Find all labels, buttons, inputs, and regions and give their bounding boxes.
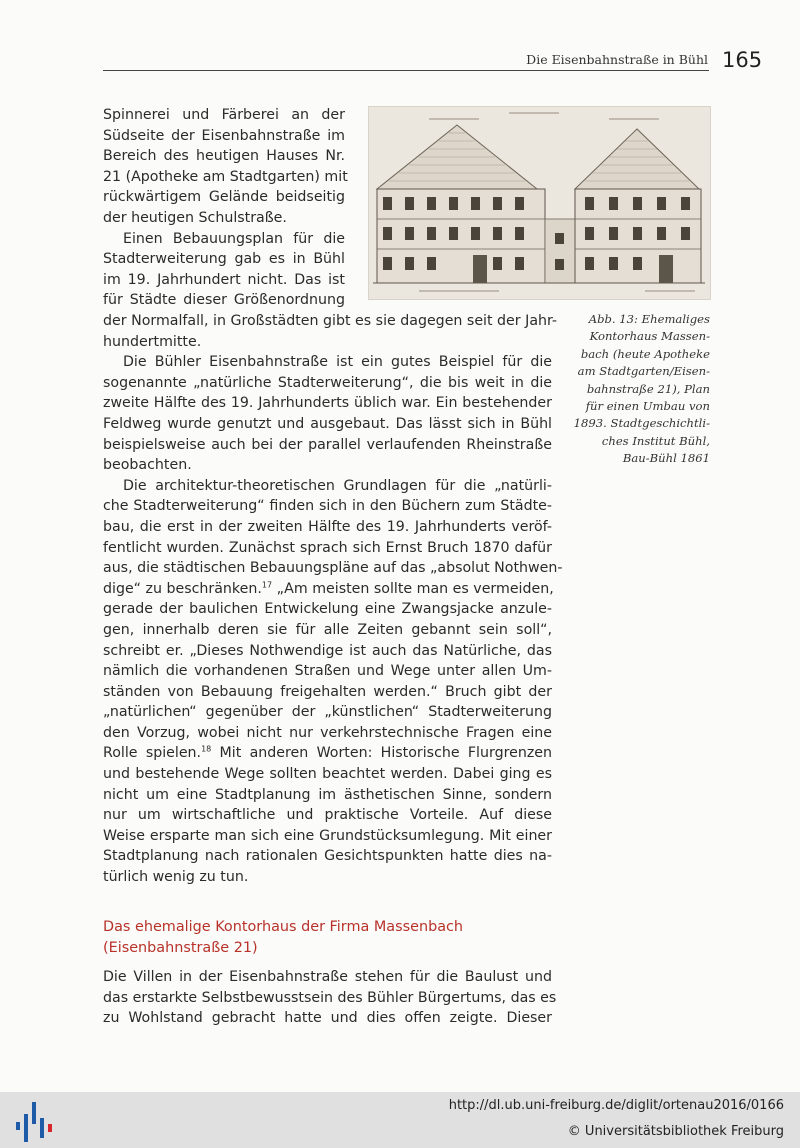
text-line: Die Bühler Eisenbahnstraße ist ein gutes Beispiel für die [123, 354, 552, 371]
figure-caption [560, 311, 710, 468]
facade-drawing-image [369, 107, 710, 299]
caption-line: Kontorhaus Massen- [589, 329, 710, 344]
paragraph-5 [103, 967, 557, 1029]
caption-line: 1893. Stadtgeschichtli- [573, 416, 710, 431]
text-line: nämlich die vorhandenen Straßen und Wege unter allen Um- [103, 663, 552, 680]
text-line: fentlicht wurden. Zunächst sprach sich Ernst Bruch 1870 dafür [103, 539, 552, 556]
section-heading-line: (Eisenbahnstraße 21) [103, 940, 258, 956]
text-line: das erstarkte Selbstbewusstsein des Bühler Bürgertums, das es [103, 989, 557, 1006]
caption-line: für einen Umbau von [585, 399, 710, 414]
text-line: che Stadterweiterung“ finden sich in den Büchern zum Städte- [103, 498, 552, 515]
text-line: nur um wirtschaftliche und praktische Vorteile. Auf diese [103, 807, 552, 824]
text-line: schreibt er. „Dieses Nothwendige ist auch das Natürliche, das [103, 642, 552, 659]
text-line: bau, die erst in der zweiten Hälfte des 19. Jahrhunderts veröf- [103, 518, 552, 535]
text-line: gerade der baulichen Entwickelung eine Zwangsjacke anzule- [103, 601, 552, 618]
section-heading-line: Das ehemalige Kontorhaus der Firma Massenbach [103, 919, 464, 935]
caption-line: bahnstraße 21), Plan [586, 381, 710, 396]
text-line: Spinnerei und Färberei an der [103, 107, 345, 123]
text-line: 21 (Apotheke am Stadtgarten) mit [103, 168, 348, 185]
text-line: sogenannte „natürliche Stadterweiterung“, die bis weit in die [103, 374, 552, 391]
text-line: Stadtplanung nach rationalen Gesichtspunkten hatte dies na- [103, 848, 552, 865]
text-line: im 19. Jahrhundert nicht. Das ist [103, 271, 345, 288]
text-fragment: „Am meisten sollte man es vermeiden, [272, 580, 554, 597]
footnote-ref-18: 18 [201, 744, 212, 754]
text-line: Weise ersparte man sich eine Grundstücksumlegung. Mit einer [103, 827, 552, 844]
caption-line: ches Institut Bühl, [601, 433, 710, 448]
text-line: hundertmitte. [103, 333, 202, 350]
main-text-column [103, 311, 563, 888]
text-line: und bestehende Wege sollten beachtet werden. Dabei ging es [103, 766, 552, 783]
text-line: ständen von Bebauung freigehalten werden.“ Bruch gibt der [103, 683, 552, 700]
running-title: Die Eisenbahnstraße in Bühl [526, 52, 708, 67]
text-line: rückwärtigem Gelände beidseitig [103, 189, 345, 206]
text-line: Südseite der Eisenbahnstraße im [103, 127, 345, 144]
text-fragment: Mit anderen Worten: Historische Flurgrenzen [211, 745, 552, 762]
text-line: Einen Bebauungsplan für die [123, 230, 345, 247]
text-line: Bereich des heutigen Hauses Nr. [103, 148, 345, 165]
text-line: türlich wenig zu tun. [103, 869, 249, 886]
copyright-notice: © Universitätsbibliothek Freiburg [567, 1124, 784, 1139]
text-line: nicht um eine Stadtplanung im ästhetischen Sinne, sondern [103, 786, 552, 803]
text-line [103, 579, 552, 600]
text-fragment: dige“ zu beschränken. [103, 580, 262, 597]
header-rule [103, 70, 709, 71]
text-line: Feldweg wurde genutzt und ausgebaut. Das lässt sich in Bühl [103, 415, 552, 432]
text-line: Die architektur-theoretischen Grundlagen für die „natürli- [123, 477, 552, 494]
text-line: aus, die städtischen Bebauungspläne auf das „absolut Nothwen- [103, 560, 563, 577]
caption-line: Bau-Bühl 1861 [622, 451, 710, 466]
paragraph-1 [103, 105, 348, 311]
text-line: Die Villen in der Eisenbahnstraße stehen für die Baulust und [103, 969, 552, 985]
caption-line: Abb. 13: Ehemaliges [588, 312, 710, 326]
text-line: „natürlichen“ gegenüber der „künstlichen“ Stadterweiterung [103, 704, 552, 721]
text-line: der heutigen Schulstraße. [103, 209, 287, 226]
library-logo-icon [14, 1100, 58, 1144]
text-line: beobachten. [103, 457, 192, 474]
text-line: Stadterweiterung gab es in Bühl [103, 251, 345, 268]
text-line: den Vorzug, wobei nicht nur verkehrstechnische Fragen eine [103, 724, 552, 741]
text-line: für Städte dieser Größenordnung [103, 292, 345, 309]
page-number: 165 [722, 48, 763, 72]
text-line: zu Wohlstand gebracht hatte und dies offen zeigte. Dieser [103, 1010, 552, 1027]
text-fragment: Rolle spielen. [103, 745, 202, 762]
text-line: beispielsweise auch bei der parallel verlaufenden Rheinstraße [103, 436, 552, 453]
caption-line: am Stadtgarten/Eisen- [577, 364, 710, 379]
document-url-link[interactable]: http://dl.ub.uni-freiburg.de/diglit/ortenau2016/0166 [448, 1098, 784, 1113]
text-line: zweite Hälfte des 19. Jahrhunderts üblich war. Ein bestehender [103, 395, 552, 412]
text-line [103, 743, 552, 764]
caption-line: bach (heute Apotheke [580, 346, 710, 361]
section-heading [103, 917, 463, 959]
text-line: der Normalfall, in Großstädten gibt es sie dagegen seit der Jahr- [103, 313, 558, 329]
figure-facade-drawing [368, 106, 711, 300]
footnote-ref-17: 17 [261, 579, 273, 589]
text-line: gen, innerhalb deren sie für alle Zeiten gebannt sein soll“, [103, 621, 552, 638]
